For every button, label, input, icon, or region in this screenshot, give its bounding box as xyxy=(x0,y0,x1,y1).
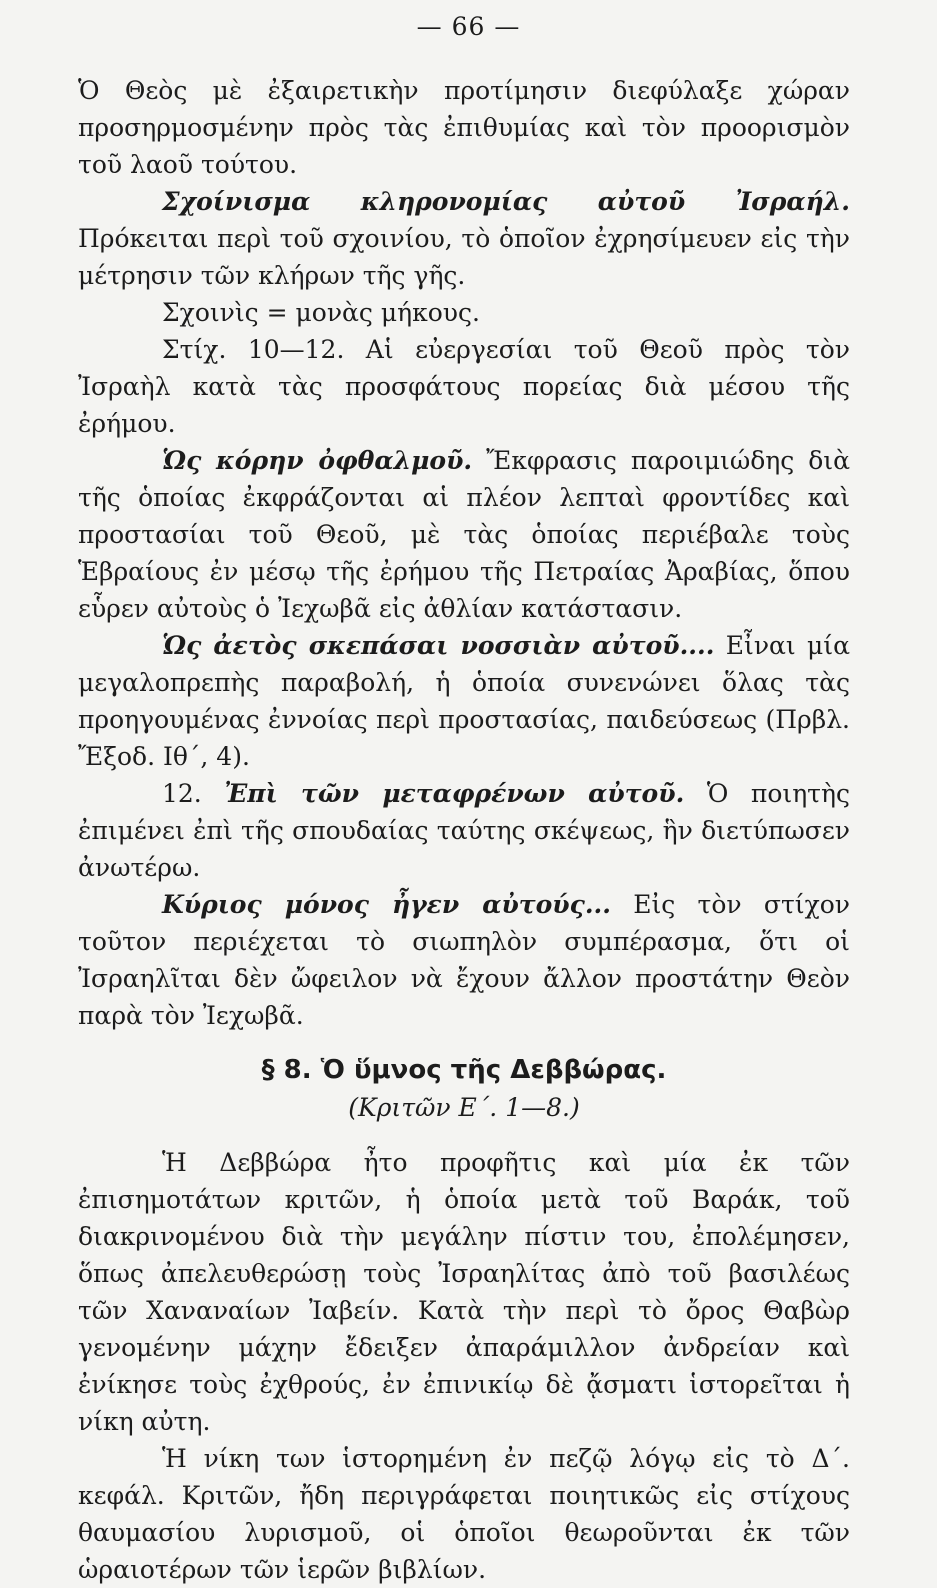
verse-number: 12. xyxy=(162,779,225,808)
paragraph-5-text: Ἔκφρασις παροιμιώδης διὰ τῆς ὁποίας ἐκφράζονται αἱ πλέον λεπταὶ φροντίδες καὶ προστασίαι τοῦ Θεοῦ, μὲ τὰς ὁποίας περιέβαλε τοὺς Ἑβραίους ἐν μέσῳ τῆς ἐρήμου τῆς Πετραίας Ἀραβίας, ὅπου εὗρεν αὐτοὺς ὁ Ἰεχωβᾶ εἰς ἀθλίαν κατάστασιν. xyxy=(78,446,850,623)
paragraph-7 xyxy=(78,775,850,886)
paragraph-9-text: Ἡ Δεββώρα ἦτο προφῆτις καὶ μία ἐκ τῶν ἐπισημοτάτων κριτῶν, ἡ ὁποία μετὰ τοῦ Βαράκ, τοῦ διακρινομένου διὰ τὴν μεγάλην πίστιν του, ἐπολέμησεν, ὅπως ἀπελευθερώσῃ τοὺς Ἰσραηλίτας ἀπὸ τοῦ βασιλέως τῶν Χαναναίων Ἰαβείν. Κατὰ τὴν περὶ τὸ ὄρος Θαβὼρ γενομένην μάχην ἔδειξεν ἀπαράμιλλον ἀνδρείαν καὶ ἐνίκησε τοὺς ἐχθρούς, ἐν ἐπινικίῳ δὲ ᾄσματι ἱστορεῖται ἡ νίκη αὐτη. xyxy=(78,1148,850,1436)
paragraph-3 xyxy=(78,294,850,331)
paragraph-9 xyxy=(78,1144,850,1440)
paragraph-5-lemma: Ὡς κόρην ὀφθαλμοῦ. xyxy=(162,446,473,475)
paragraph-6-lemma: Ὡς ἀετὸς σκεπάσαι νοσσιὰν αὐτοῦ.... xyxy=(162,631,715,660)
paragraph-10 xyxy=(78,1440,850,1588)
paragraph-7-lemma: Ἐπὶ τῶν μεταφρένων αὐτοῦ. xyxy=(224,779,685,808)
paragraph-8 xyxy=(78,886,850,1034)
paragraph-5 xyxy=(78,442,850,627)
paragraph-6 xyxy=(78,627,850,775)
section-subtitle: (Κριτῶν Ε΄. 1—8.) xyxy=(348,1093,580,1122)
paragraph-3-text: Σχοινὶς = μονὰς μήκους. xyxy=(162,298,480,327)
paragraph-2 xyxy=(78,183,850,294)
body-text xyxy=(78,72,850,1588)
paragraph-2-text: Πρόκειται περὶ τοῦ σχοινίου, τὸ ὁποῖον ἐχρησίμευεν εἰς τὴν μέτρησιν τῶν κλήρων τῆς γῆς. xyxy=(78,224,850,290)
paragraph-6-text: Εἶναι μία μεγαλοπρεπὴς παραβολή, ἡ ὁποία συνενώνει ὅλας τὰς προηγουμένας ἐννοίας περὶ προστασίας, παιδεύσεως (Πρβλ. Ἔξοδ. Ιθ΄, 4). xyxy=(78,631,850,771)
paragraph-8-text: Εἰς τὸν στίχον τοῦτον περιέχεται τὸ σιωπηλὸν συμπέρασμα, ὅτι οἱ Ἰσραηλῖται δὲν ὤφειλον νὰ ἔχουν ἄλλον προστάτην Θεὸν παρὰ τὸν Ἰεχωβᾶ. xyxy=(78,890,850,1030)
paragraph-1 xyxy=(78,72,850,183)
paragraph-4-text: Στίχ. 10—12. Αἱ εὐεργεσίαι τοῦ Θεοῦ πρὸς τὸν Ἰσραὴλ κατὰ τὰς προσφάτους πορείας διὰ μέσου τῆς ἐρήμου. xyxy=(78,335,850,438)
section-title: § 8. Ὁ ὕμνος τῆς Δεββώρας. xyxy=(261,1055,667,1085)
paragraph-2-lemma: Σχοίνισμα κληρονομίας αὐτοῦ Ἰσραήλ. xyxy=(162,187,850,216)
paragraph-1-text: Ὁ Θεὸς μὲ ἐξαιρετικὴν προτίμησιν διεφύλαξε χώραν προσηρμοσμένην πρὸς τὰς ἐπιθυμίας καὶ τὸν προορισμὸν τοῦ λαοῦ τούτου. xyxy=(78,76,850,179)
paragraph-4 xyxy=(78,331,850,442)
paragraph-8-lemma: Κύριος μόνος ἦγεν αὐτούς... xyxy=(162,890,611,919)
page-number: — 66 — xyxy=(416,12,521,41)
paragraph-10-text: Ἡ νίκη των ἱστορημένη ἐν πεζῷ λόγῳ εἰς τὸ Δ΄. κεφάλ. Κριτῶν, ἤδη περιγράφεται ποιητικῶς εἰς στίχους θαυμασίου λυρισμοῦ, οἱ ὁποῖοι θεωροῦνται ἐκ τῶν ὡραιοτέρων τῶν ἱερῶν βιβλίων. xyxy=(78,1444,850,1584)
paragraph-7-text: Ὁ ποιητὴς ἐπιμένει ἐπὶ τῆς σπουδαίας ταύτης σκέψεως, ἣν διετύπωσεν ἀνωτέρω. xyxy=(78,779,850,882)
